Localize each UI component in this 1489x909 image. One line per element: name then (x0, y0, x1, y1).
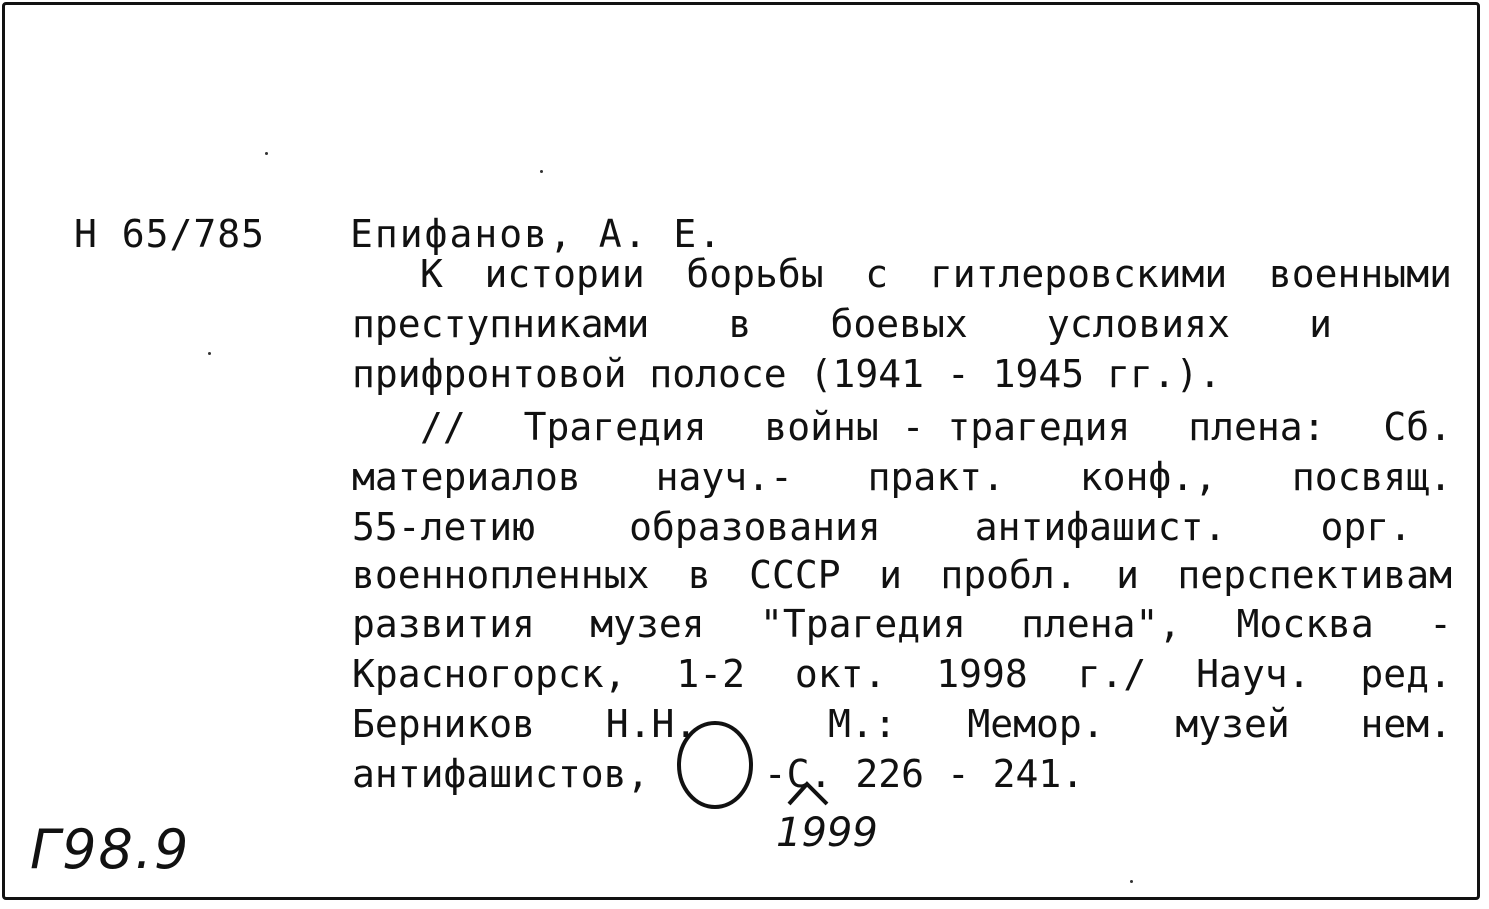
speck (208, 352, 211, 355)
source-line-8 (352, 752, 1452, 796)
word: Берников (352, 702, 536, 746)
word: Москва (1236, 602, 1374, 646)
word: пробл. (940, 553, 1078, 597)
source-line-4 (352, 553, 1452, 597)
word: борьбы (686, 252, 824, 296)
source-line-7 (352, 702, 1452, 746)
source-line-5 (352, 602, 1452, 646)
speck (1130, 880, 1133, 883)
word: орг. (1320, 505, 1412, 549)
word: науч.- (655, 455, 793, 499)
word: материалов (352, 455, 581, 499)
word: с (865, 252, 889, 296)
word: развития (352, 602, 536, 646)
word: войны - трагедия (764, 405, 1131, 449)
word: ред. (1360, 652, 1452, 696)
word: Красногорск, (352, 652, 627, 696)
word: истории (484, 252, 645, 296)
word: посвящ. (1291, 455, 1452, 499)
handwritten-year: 1999 (776, 810, 878, 856)
word: и (1116, 553, 1139, 597)
word: антифашист. (974, 505, 1227, 549)
word: музей (1175, 702, 1290, 746)
word: гитлеровскими (929, 252, 1228, 296)
handwritten-classmark: Г98.9 (30, 818, 191, 881)
word: 55-летию (352, 505, 536, 549)
title-line-3 (352, 352, 1452, 396)
title-line-1 (420, 252, 1452, 296)
word: музея (590, 602, 705, 646)
word: г./ (1077, 652, 1147, 696)
word: боевых (830, 302, 968, 346)
word: плена: (1188, 405, 1326, 449)
author-name: Епифанов, А. Е. (350, 212, 724, 256)
source-line-3 (352, 505, 1412, 549)
word: М.: (827, 702, 897, 746)
title-line-2 (352, 302, 1332, 346)
handwritten-caret-mark (785, 778, 835, 808)
word: и (879, 553, 902, 597)
word: К (420, 252, 443, 296)
word: в (728, 302, 752, 346)
word: Науч. (1196, 652, 1311, 696)
word: СССР (749, 553, 841, 597)
pages-text: антифашистов, -С. 226 - 241. (352, 752, 1085, 796)
word: образования (629, 505, 881, 549)
word: - (1429, 602, 1452, 646)
word: и (1309, 302, 1332, 346)
word: в (687, 553, 711, 597)
word: условиях (1046, 302, 1230, 346)
word: "Трагедия (759, 602, 966, 646)
word: преступниками (352, 302, 650, 346)
word: плена", (1021, 602, 1182, 646)
caret-path (789, 784, 827, 804)
title-text: прифронтовой полосе (1941 - 1945 гг.). (352, 352, 1222, 396)
word: нем. (1360, 702, 1452, 746)
shelf-number: Н 65/785 (74, 212, 266, 256)
word: Трагедия (523, 405, 707, 449)
circle-stroke (679, 723, 751, 807)
word: Мемор. (967, 702, 1105, 746)
word: практ. (867, 455, 1005, 499)
word: военными (1268, 252, 1452, 296)
word: окт. (794, 652, 887, 696)
word: перспективам (1177, 553, 1452, 597)
word: Н.Н. (605, 702, 698, 746)
word: 1-2 (676, 652, 746, 696)
word: // (420, 405, 466, 449)
word: военнопленных (352, 553, 650, 597)
speck (540, 170, 543, 173)
handwritten-circle-mark (670, 700, 780, 820)
word: конф., (1079, 455, 1218, 499)
word: Сб. (1383, 405, 1452, 449)
source-line-2 (352, 455, 1452, 499)
source-line-6 (352, 652, 1452, 696)
word: 1998 (936, 652, 1028, 696)
speck (265, 152, 268, 155)
source-line-1 (420, 405, 1452, 449)
